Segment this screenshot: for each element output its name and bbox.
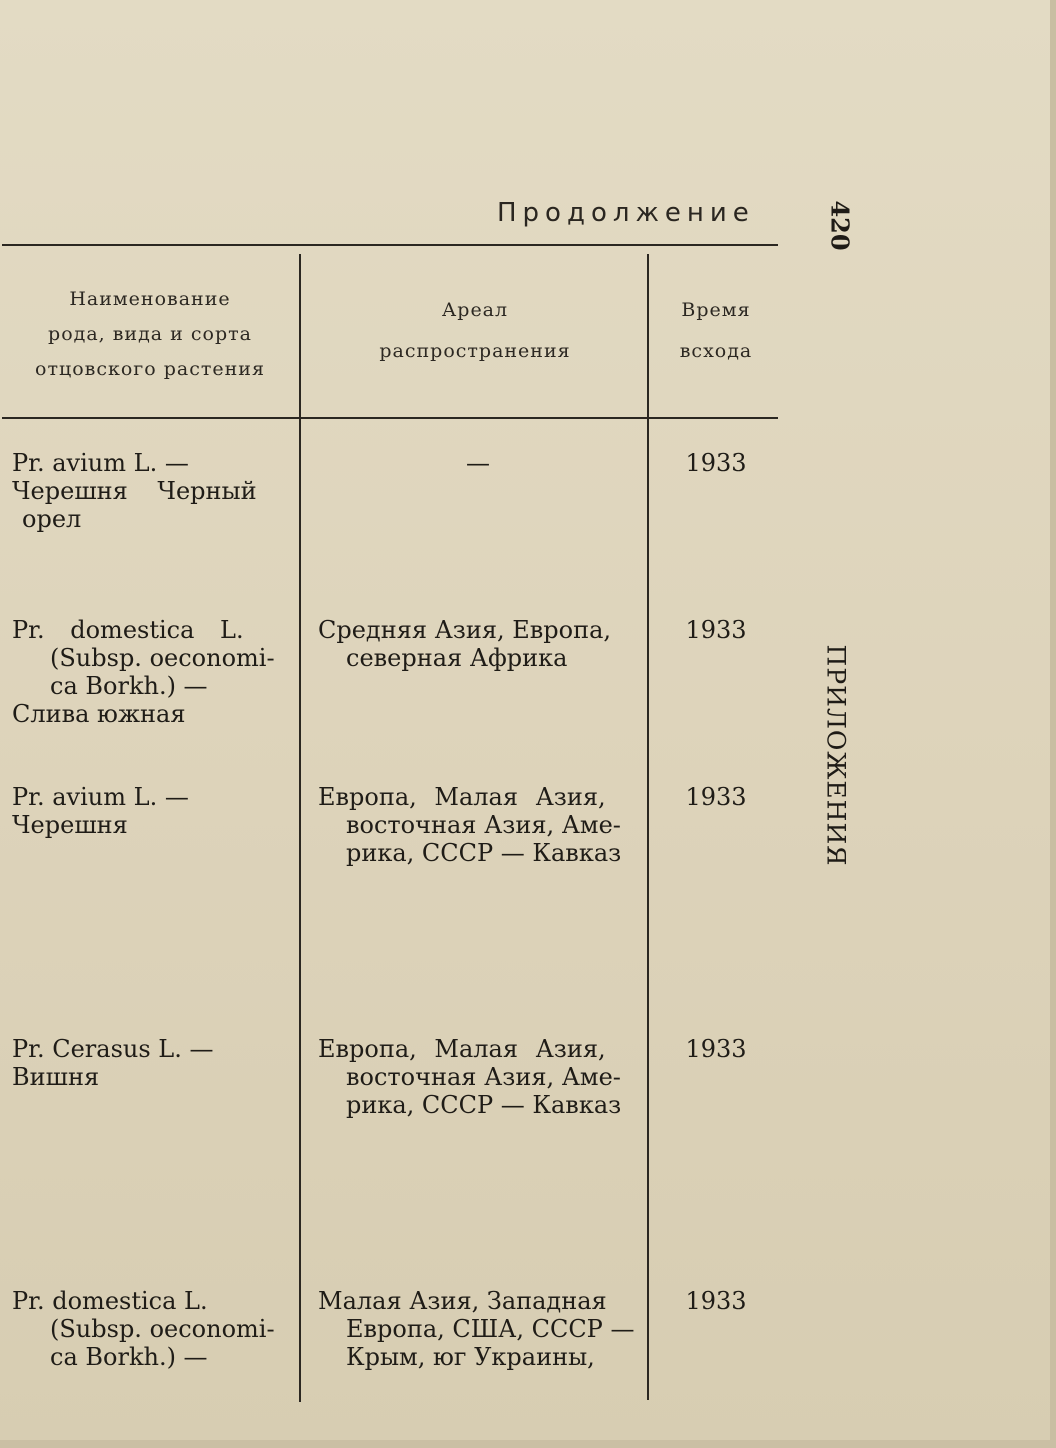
- section-title: ПРИЛОЖЕНИЯ: [821, 644, 851, 866]
- table-row-2-name: Pr. domestica L. (Subsp. oeconomi- ca Borkh.) — Слива южная: [12, 616, 275, 728]
- table-row-3-name: Pr. avium L. — Черешня: [12, 783, 189, 839]
- table-row-4-area: Европа, Малая Азия, восточная Азия, Аме- рика, СССР — Кавказ: [318, 1035, 622, 1119]
- page-number: 420: [825, 199, 855, 251]
- table-row-1-area: —: [466, 449, 490, 477]
- page-edge-bottom: [0, 1440, 1056, 1448]
- table-row-2-area: Средняя Азия, Европа, северная Африка: [318, 616, 612, 672]
- page-edge-right: [1050, 0, 1056, 1448]
- table-row-4-name: Pr. Cerasus L. — Вишня: [12, 1035, 214, 1091]
- column-divider-1: [299, 254, 301, 1402]
- table-row-3-area: Европа, Малая Азия, восточная Азия, Аме- рика, СССР — Кавказ: [318, 783, 622, 867]
- table-row-1-name: Pr. avium L. — Черешня Черный орел: [12, 449, 257, 533]
- table-row-2-year: 1933: [685, 616, 747, 644]
- column-header-year: Время всхода: [679, 299, 753, 362]
- header-bottom-rule: [2, 417, 778, 419]
- table-row-1-year: 1933: [685, 449, 747, 477]
- column-divider-2: [647, 254, 649, 1400]
- table-row-5-name: Pr. domestica L. (Subsp. oeconomi- ca Borkh.) —: [12, 1287, 275, 1371]
- table-row-5-area: Малая Азия, Западная Европа, США, СССР — Крым, юг Украины,: [318, 1287, 635, 1371]
- column-header-area: Ареал распространения: [379, 299, 571, 362]
- continuation-label: Продолжение: [497, 198, 755, 228]
- table-row-3-year: 1933: [685, 783, 747, 811]
- table-row-5-year: 1933: [685, 1287, 747, 1315]
- table-row-4-year: 1933: [685, 1035, 747, 1063]
- table-top-rule: [2, 244, 778, 246]
- column-header-name: Наименование рода, вида и сорта отцовского растения: [35, 288, 265, 380]
